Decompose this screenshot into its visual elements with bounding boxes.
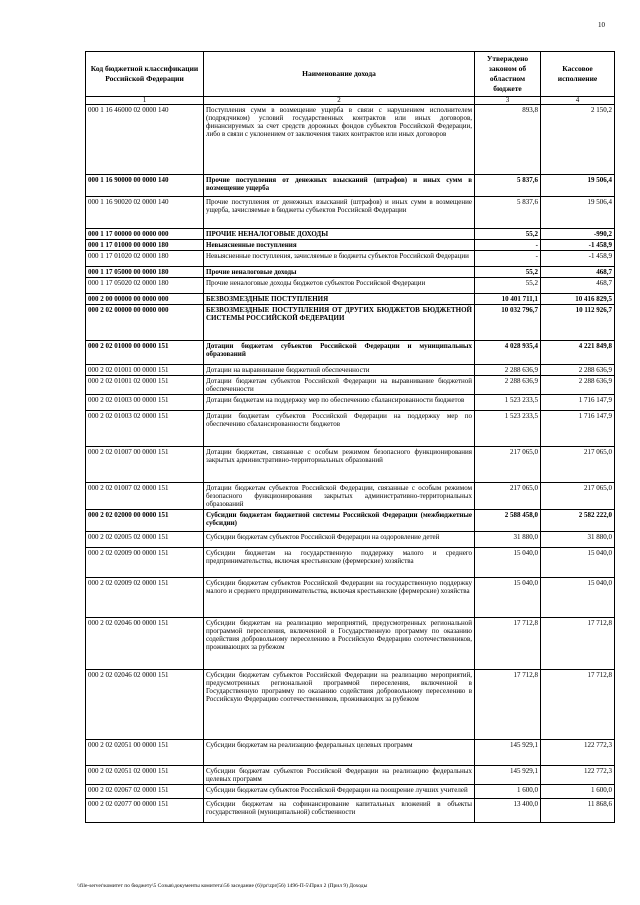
table-row <box>86 376 615 395</box>
table-row <box>86 365 615 376</box>
table-row <box>86 229 615 240</box>
row-name: Дотации на выравнивание бюджетной обеспеченности <box>204 365 475 376</box>
row-code: 000 2 02 02067 02 0000 151 <box>86 785 204 799</box>
header-cash: Кассовое исполнение <box>541 52 615 97</box>
row-name: Субсидии бюджетам на софинансирование капитальных вложений в объекты государственной (муниципальной) собственности <box>204 799 475 823</box>
row-cash: 2 582 222,0 <box>541 510 615 532</box>
row-code: 000 2 02 01003 00 0000 151 <box>86 395 204 411</box>
row-code: 000 2 02 02005 02 0000 151 <box>86 532 204 548</box>
row-cash: 10 112 926,7 <box>541 305 615 341</box>
row-cash: 4 221 849,8 <box>541 341 615 365</box>
row-code: 000 2 02 02009 00 0000 151 <box>86 548 204 578</box>
row-name: Субсидии бюджетам на реализацию федеральных целевых программ <box>204 740 475 766</box>
row-code: 000 2 02 01000 00 0000 151 <box>86 341 204 365</box>
row-name: Субсидии бюджетам субъектов Российской Федерации на реализацию федеральных целевых программ <box>204 766 475 785</box>
row-cash: -990,2 <box>541 229 615 240</box>
row-name: БЕЗВОЗМЕЗДНЫЕ ПОСТУПЛЕНИЯ ОТ ДРУГИХ БЮДЖЕТОВ БЮДЖЕТНОЙ СИСТЕМЫ РОССИЙСКОЙ ФЕДЕРАЦИИ <box>204 305 475 341</box>
row-name: Субсидии бюджетам субъектов Российской Федерации на реализацию мероприятий, предусмотренных региональной программой переселения, включенной в Государственную программу по оказанию содействия добровольному переселению в Российскую Федерацию соотечественников, проживающих за рубежом <box>204 670 475 740</box>
row-cash: 31 880,0 <box>541 532 615 548</box>
table-row <box>86 670 615 740</box>
row-cash: 2 288 636,9 <box>541 365 615 376</box>
row-approved: 2 588 458,0 <box>475 510 541 532</box>
table-row <box>86 267 615 278</box>
row-name: Дотации бюджетам субъектов Российской Федерации на выравнивание бюджетной обеспеченности <box>204 376 475 395</box>
row-cash: 122 772,3 <box>541 740 615 766</box>
row-name: Дотации бюджетам субъектов Российской Федерации и муниципальных образований <box>204 341 475 365</box>
row-approved: 217 065,0 <box>475 483 541 510</box>
row-name: Дотации бюджетам на поддержку мер по обеспечению сбалансированности бюджетов <box>204 395 475 411</box>
row-code: 000 2 02 02051 00 0000 151 <box>86 740 204 766</box>
column-number: 3 <box>475 97 541 105</box>
table-row <box>86 578 615 618</box>
row-approved: 2 288 636,9 <box>475 365 541 376</box>
row-name: Дотации бюджетам субъектов Российской Федерации на поддержку мер по обеспечению сбалансированности бюджетов <box>204 411 475 447</box>
row-code: 000 1 17 05000 00 0000 180 <box>86 267 204 278</box>
table-row <box>86 510 615 532</box>
row-name: Прочие неналоговые доходы <box>204 267 475 278</box>
row-code: 000 2 02 01007 02 0000 151 <box>86 483 204 510</box>
row-approved: 5 837,6 <box>475 197 541 229</box>
row-name: Прочие поступления от денежных взысканий (штрафов) и иных сумм в возмещение ущерба <box>204 175 475 197</box>
table-row <box>86 548 615 578</box>
row-cash: 17 712,8 <box>541 618 615 670</box>
header-approved: Утверждено законом об областном бюджете <box>475 52 541 97</box>
table-row <box>86 175 615 197</box>
table-row <box>86 799 615 823</box>
row-approved: 55,2 <box>475 267 541 278</box>
row-cash: 2 288 636,9 <box>541 376 615 395</box>
row-approved: 17 712,8 <box>475 670 541 740</box>
table-row <box>86 294 615 305</box>
row-code: 000 2 02 02046 00 0000 151 <box>86 618 204 670</box>
row-cash: 1 716 147,9 <box>541 411 615 447</box>
table-row <box>86 618 615 670</box>
row-code: 000 2 02 01001 00 0000 151 <box>86 365 204 376</box>
table-row <box>86 197 615 229</box>
row-approved: - <box>475 240 541 251</box>
row-code: 000 2 02 02009 02 0000 151 <box>86 578 204 618</box>
row-approved: 2 288 636,9 <box>475 376 541 395</box>
row-name: Субсидии бюджетам субъектов Российской Федерации на оздоровление детей <box>204 532 475 548</box>
row-code: 000 2 02 01007 00 0000 151 <box>86 447 204 483</box>
row-name: Дотации бюджетам, связанные с особым режимом безопасного функционирования закрытых административно-территориальных образований <box>204 447 475 483</box>
row-name: Субсидии бюджетам бюджетной системы Российской Федерации (межбюджетные субсидии) <box>204 510 475 532</box>
row-cash: 11 868,6 <box>541 799 615 823</box>
table-row <box>86 395 615 411</box>
row-approved: 55,2 <box>475 229 541 240</box>
header-code: Код бюджетной классификации Российской Федерации <box>86 52 204 97</box>
header-name: Наименование дохода <box>204 52 475 97</box>
row-cash: 15 040,0 <box>541 578 615 618</box>
table-row <box>86 411 615 447</box>
row-code: 000 2 02 02000 00 0000 151 <box>86 510 204 532</box>
row-approved: 13 400,0 <box>475 799 541 823</box>
row-code: 000 2 02 01003 02 0000 151 <box>86 411 204 447</box>
row-cash: 1 600,0 <box>541 785 615 799</box>
row-name: Субсидии бюджетам субъектов Российской Федерации на государственную поддержку малого и среднего предпринимательства, включая крестьянские (фермерские) хозяйства <box>204 578 475 618</box>
row-approved: 15 040,0 <box>475 548 541 578</box>
row-name: ПРОЧИЕ НЕНАЛОГОВЫЕ ДОХОДЫ <box>204 229 475 240</box>
row-name: Невыясненные поступления <box>204 240 475 251</box>
row-code: 000 2 02 01001 02 0000 151 <box>86 376 204 395</box>
row-code: 000 1 17 05020 02 0000 180 <box>86 278 204 294</box>
table-row <box>86 483 615 510</box>
file-path-footer: \\file-server\комитет по бюджету\5 Созыв\документы комитета\56 заседание (6)\pr\zpr(56) 1496-П-5\Прил 2 (Прил 9) Доходы <box>77 883 368 889</box>
row-approved: 10 032 796,7 <box>475 305 541 341</box>
row-cash: 10 416 829,5 <box>541 294 615 305</box>
row-cash: 1 716 147,9 <box>541 395 615 411</box>
row-cash: 17 712,8 <box>541 670 615 740</box>
row-code: 000 2 02 02077 00 0000 151 <box>86 799 204 823</box>
row-code: 000 1 16 90020 02 0000 140 <box>86 197 204 229</box>
page-number: 10 <box>598 21 605 29</box>
table-row <box>86 740 615 766</box>
row-cash: 122 772,3 <box>541 766 615 785</box>
row-code: 000 2 00 00000 00 0000 000 <box>86 294 204 305</box>
row-approved: 1 600,0 <box>475 785 541 799</box>
row-cash: 19 506,4 <box>541 197 615 229</box>
table-row <box>86 240 615 251</box>
header-row <box>86 52 615 97</box>
row-cash: 2 150,2 <box>541 105 615 175</box>
column-number: 1 <box>86 97 204 105</box>
revenue-table <box>85 51 615 823</box>
row-code: 000 1 17 01000 00 0000 180 <box>86 240 204 251</box>
row-cash: 217 065,0 <box>541 447 615 483</box>
row-name: Поступления сумм в возмещение ущерба в связи с нарушением исполнителем (подрядчиком) условий государственных контрактов или иных договоров, финансируемых за счет средств дорожных фондов субъектов Российской Федерации, либо в связи с уклонением от заключения таких контрактов или иных договоров <box>204 105 475 175</box>
table-row <box>86 785 615 799</box>
row-approved: 55,2 <box>475 278 541 294</box>
row-cash: -1 458,9 <box>541 251 615 267</box>
row-name: Субсидии бюджетам на реализацию мероприятий, предусмотренных региональной программой переселения, включенной в Государственную программу по оказанию содействия добровольному переселению в Российскую Федерацию соотечественников, проживающих за рубежом <box>204 618 475 670</box>
row-approved: 5 837,6 <box>475 175 541 197</box>
row-code: 000 1 17 01020 02 0000 180 <box>86 251 204 267</box>
row-approved: 893,8 <box>475 105 541 175</box>
row-approved: 145 929,1 <box>475 740 541 766</box>
row-cash: 15 040,0 <box>541 548 615 578</box>
row-name: Прочие неналоговые доходы бюджетов субъектов Российской Федерации <box>204 278 475 294</box>
column-number: 4 <box>541 97 615 105</box>
table-row <box>86 278 615 294</box>
row-approved: 1 523 233,5 <box>475 395 541 411</box>
table-row <box>86 251 615 267</box>
row-approved: 31 880,0 <box>475 532 541 548</box>
table-row <box>86 305 615 341</box>
row-name: Невыясненные поступления, зачисляемые в бюджеты субъектов Российской Федерации <box>204 251 475 267</box>
row-approved: 15 040,0 <box>475 578 541 618</box>
row-approved: - <box>475 251 541 267</box>
table-row <box>86 447 615 483</box>
row-cash: -1 458,9 <box>541 240 615 251</box>
row-name: Прочие поступления от денежных взысканий (штрафов) и иных сумм в возмещение ущерба, зачисляемые в бюджеты субъектов Российской Федерации <box>204 197 475 229</box>
row-approved: 217 065,0 <box>475 447 541 483</box>
row-cash: 217 065,0 <box>541 483 615 510</box>
row-code: 000 2 02 02046 02 0000 151 <box>86 670 204 740</box>
row-code: 000 2 02 00000 00 0000 000 <box>86 305 204 341</box>
row-name: БЕЗВОЗМЕЗДНЫЕ ПОСТУПЛЕНИЯ <box>204 294 475 305</box>
table-row <box>86 341 615 365</box>
row-code: 000 1 16 46000 02 0000 140 <box>86 105 204 175</box>
row-approved: 10 401 711,1 <box>475 294 541 305</box>
row-approved: 1 523 233,5 <box>475 411 541 447</box>
row-cash: 468,7 <box>541 267 615 278</box>
row-name: Субсидии бюджетам субъектов Российской Федерации на поощрение лучших учителей <box>204 785 475 799</box>
row-code: 000 1 16 90000 00 0000 140 <box>86 175 204 197</box>
row-approved: 17 712,8 <box>475 618 541 670</box>
row-cash: 19 506,4 <box>541 175 615 197</box>
row-name: Дотации бюджетам субъектов Российской Федерации, связанные с особым режимом безопасного функционирования закрытых административно-территориальных образований <box>204 483 475 510</box>
table-row <box>86 766 615 785</box>
row-approved: 145 929,1 <box>475 766 541 785</box>
row-approved: 4 028 935,4 <box>475 341 541 365</box>
column-number-row <box>86 97 615 105</box>
row-code: 000 1 17 00000 00 0000 000 <box>86 229 204 240</box>
column-number: 2 <box>204 97 475 105</box>
row-cash: 468,7 <box>541 278 615 294</box>
table-row <box>86 105 615 175</box>
table-row <box>86 532 615 548</box>
row-name: Субсидии бюджетам на государственную поддержку малого и среднего предпринимательства, включая крестьянские (фермерские) хозяйства <box>204 548 475 578</box>
row-code: 000 2 02 02051 02 0000 151 <box>86 766 204 785</box>
